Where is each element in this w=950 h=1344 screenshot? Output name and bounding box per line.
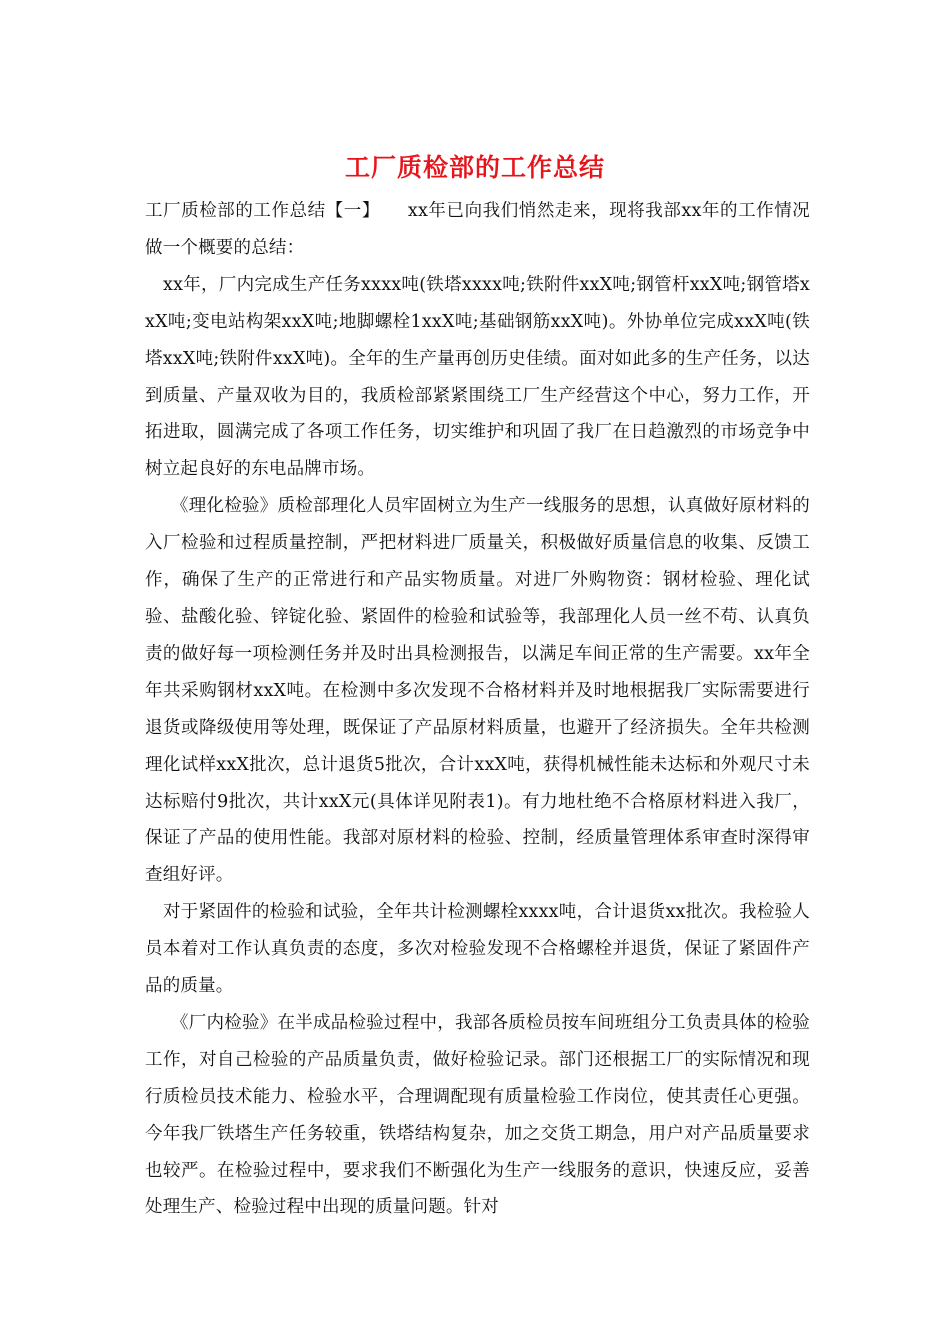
intro-heading: 工厂质检部的工作总结【一】: [145, 201, 380, 221]
paragraph-in-plant-inspection: 《厂内检验》在半成品检验过程中，我部各质检员按车间班组分工负责具体的检验工作，对自己检验的产品质量负责，做好检验记录。部门还根据工厂的实际情况和现行质检员技术能力、检验水平，合理调配现有质量检验工作岗位，使其责任心更强。今年我厂铁塔生产任务较重，铁塔结构复杂，加之交货工期急，用户对产品质量要求也较严。在检验过程中，要求我们不断强化为生产一线服务的意识，快速反应，妥善处理生产、检验过程中出现的质量问题。针对: [145, 1012, 810, 1218]
document-body: [145, 193, 810, 1226]
paragraph-intro: [145, 193, 810, 267]
paragraph-production: xx年，厂内完成生产任务xxxx吨(铁塔xxxx吨;铁附件xxX吨;钢管杆xxX吨;钢管塔xxX吨;变电站构架xxX吨;地脚螺栓1xxX吨;基础钢筋xxX吨)。外协单位完成xxX吨(铁塔xxX吨;铁附件xxX吨)。全年的生产量再创历史佳绩。面对如此多的生产任务，以达到质量、产量双收为目的，我质检部紧紧围绕工厂生产经营这个中心，努力工作，开拓进取，圆满完成了各项工作任务，切实维护和巩固了我厂在日趋激烈的市场竞争中树立起良好的东电品牌市场。: [145, 274, 810, 480]
paragraph-fasteners: 对于紧固件的检验和试验，全年共计检测螺栓xxxx吨，合计退货xx批次。我检验人员本着对工作认真负责的态度，多次对检验发现不合格螺栓并退货，保证了紧固件产品的质量。: [145, 902, 810, 997]
document-title: 工厂质检部的工作总结: [344, 153, 605, 182]
paragraph-physical-chemical-inspection: 《理化检验》质检部理化人员牢固树立为生产一线服务的思想，认真做好原材料的入厂检验和过程质量控制，严把材料进厂质量关，积极做好质量信息的收集、反馈工作，确保了生产的正常进行和产品实物质量。对进厂外购物资：钢材检验、理化试验、盐酸化验、锌锭化验、紧固件的检验和试验等，我部理化人员一丝不苟、认真负责的做好每一项检测任务并及时出具检测报告，以满足车间正常的生产需要。xx年全年共采购钢材xxX吨。在检测中多次发现不合格材料并及时地根据我厂实际需要进行退货或降级使用等处理，既保证了产品原材料质量，也避开了经济损失。全年共检测理化试样xxX批次，总计退货5批次，合计xxX吨，获得机械性能未达标和外观尺寸未达标赔付9批次，共计xxX元(具体详见附表1)。有力地杜绝不合格原材料进入我厂，保证了产品的使用性能。我部对原材料的检验、控制，经质量管理体系审查时深得审查组好评。: [145, 496, 810, 886]
intro-text: xx年已向我们悄然走来，现将我部xx年的工作情况做一个概要的总结：: [145, 201, 810, 258]
